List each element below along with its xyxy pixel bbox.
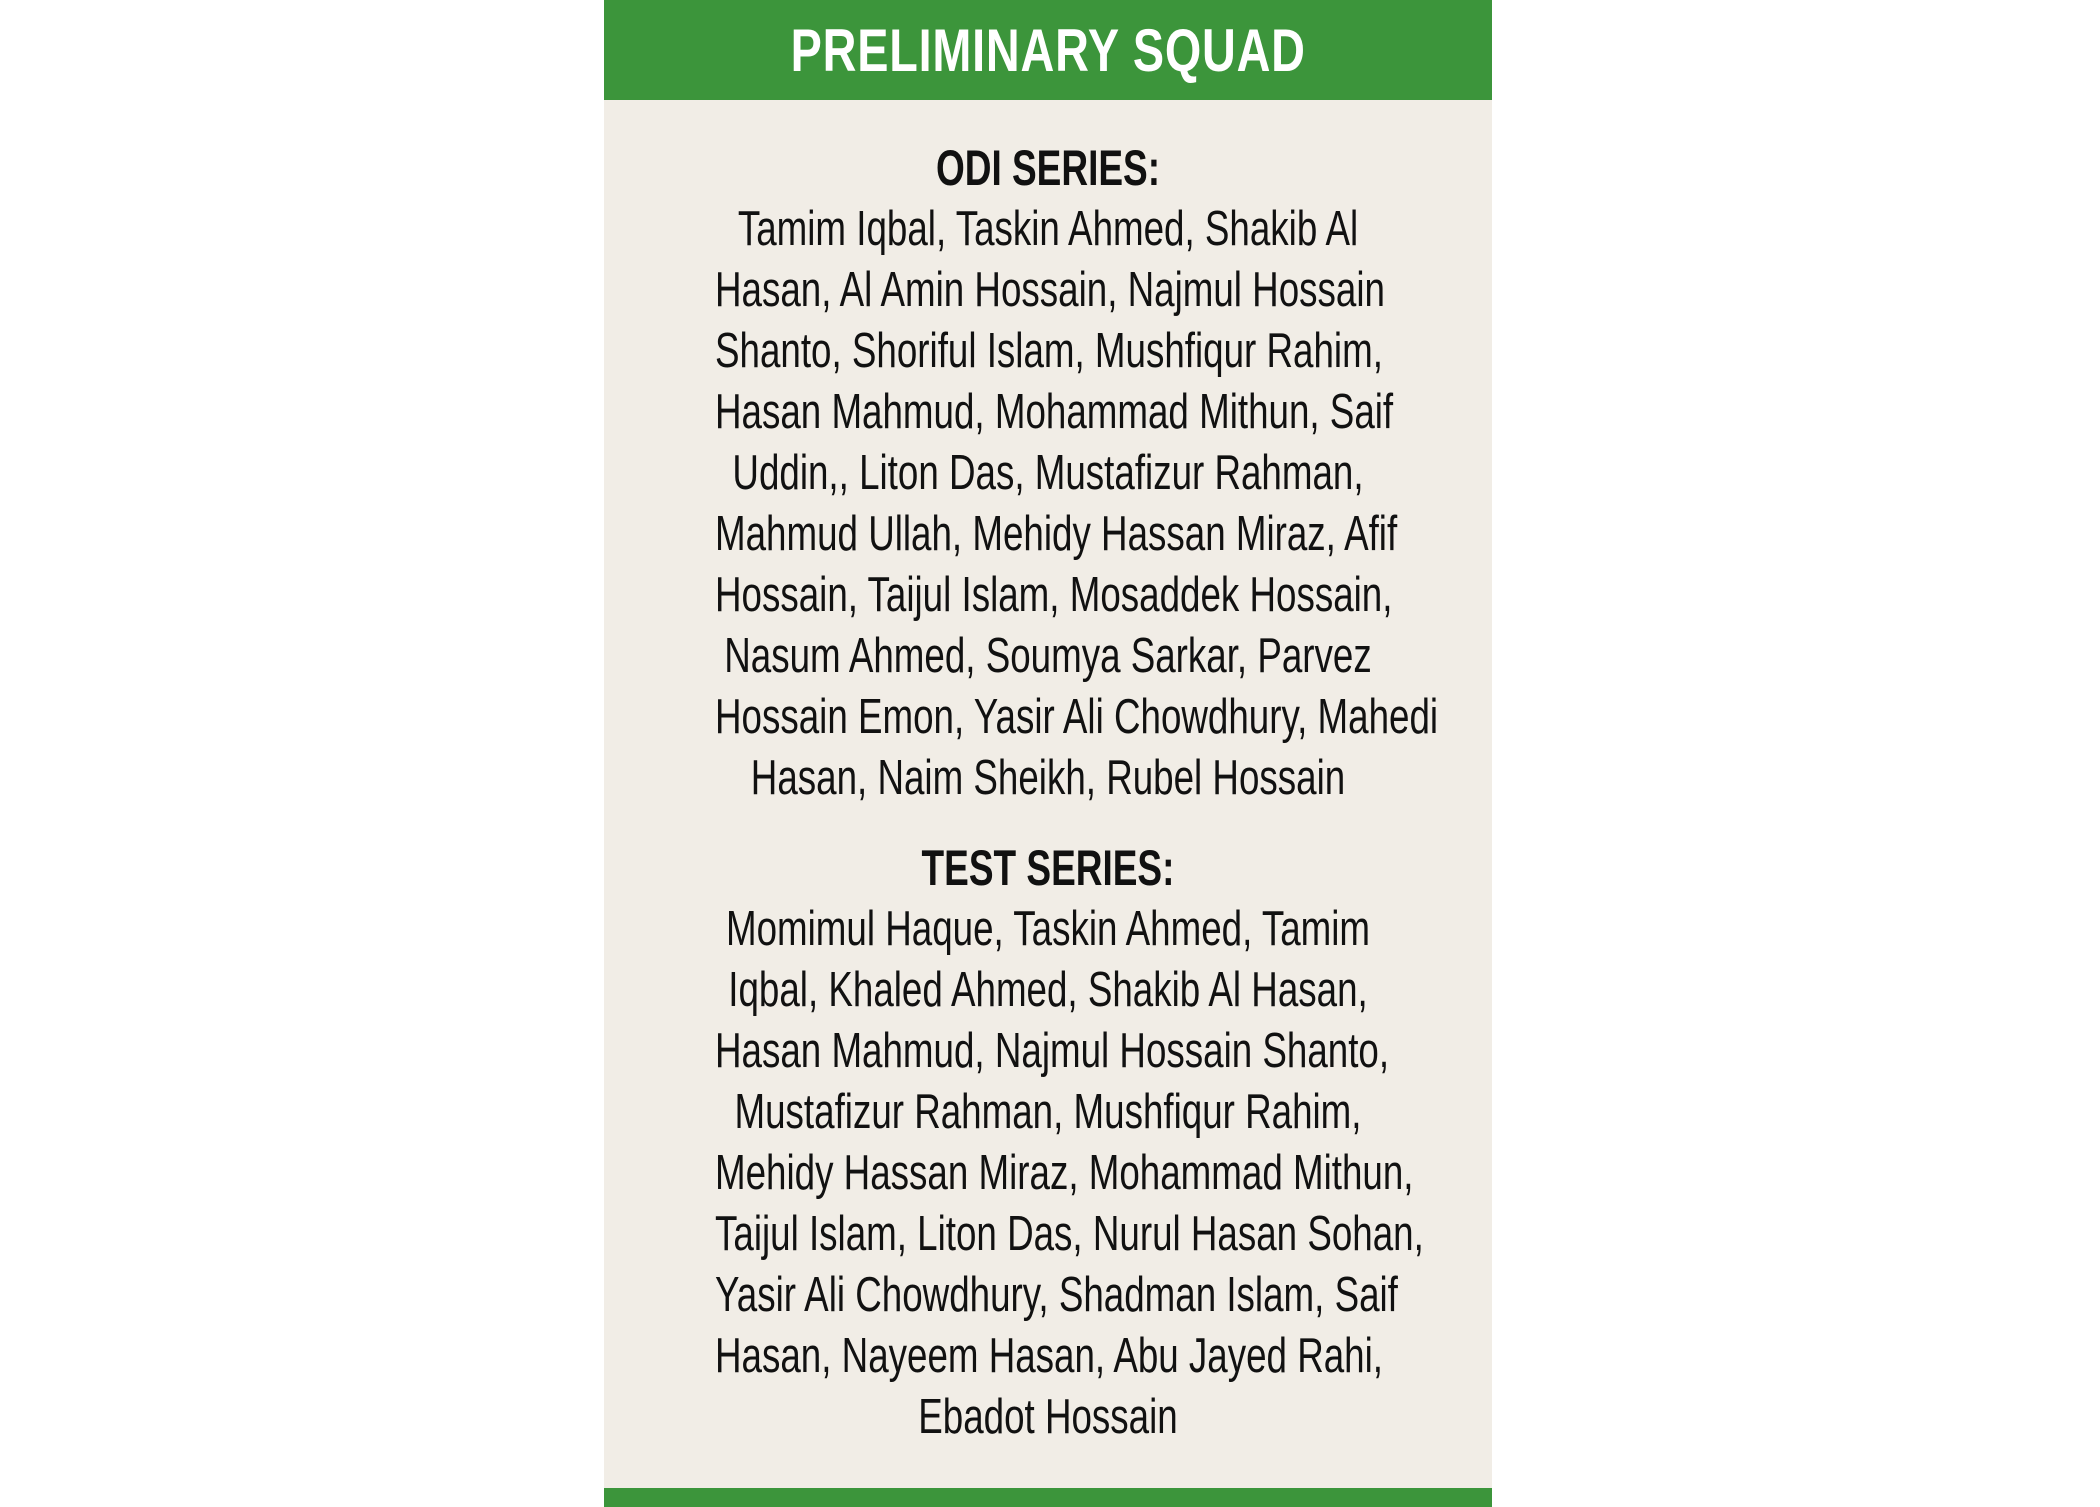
odi-squad-line: Hasan, Al Amin Hossain, Najmul Hossain [715,263,1385,317]
odi-squad-line: Nasum Ahmed, Soumya Sarkar, Parvez [724,629,1372,683]
test-squad-line: Taijul Islam, Liton Das, Nurul Hasan Sohan, [715,1207,1424,1261]
test-squad-line: Ebadot Hossain [918,1390,1178,1444]
test-squad-line: Mehidy Hassan Miraz, Mohammad Mithun, [715,1146,1414,1200]
test-series-section [604,838,1492,1448]
test-squad-line: Yasir Ali Chowdhury, Shadman Islam, Saif [715,1268,1398,1322]
odi-series-heading: ODI SERIES: [935,140,1161,196]
odi-squad-line: Uddin,, Liton Das, Mustafizur Rahman, [732,446,1364,500]
odi-series-section [604,138,1492,809]
footer-accent-bar [604,1488,1492,1507]
test-series-heading: TEST SERIES: [921,840,1175,896]
squad-card [604,0,1492,1507]
odi-squad-line: Hasan Mahmud, Mohammad Mithun, Saif [715,385,1394,439]
odi-squad-line: Mahmud Ullah, Mehidy Hassan Miraz, Afif [715,507,1398,561]
card-header [604,0,1492,100]
test-squad-line: Mustafizur Rahman, Mushfiqur Rahim, [734,1085,1362,1139]
odi-squad-line: Shanto, Shoriful Islam, Mushfiqur Rahim, [715,324,1383,378]
test-squad-line: Hasan Mahmud, Najmul Hossain Shanto, [715,1024,1390,1078]
odi-squad-line: Hossain Emon, Yasir Ali Chowdhury, Mahedi [715,690,1439,744]
test-squad-line: Hasan, Nayeem Hasan, Abu Jayed Rahi, [715,1329,1384,1383]
test-squad-line: Momimul Haque, Taskin Ahmed, Tamim [725,902,1371,956]
odi-squad-line: Tamim Iqbal, Taskin Ahmed, Shakib Al [737,202,1359,256]
card-title: PRELIMINARY SQUAD [790,16,1306,84]
odi-squad-line: Hossain, Taijul Islam, Mosaddek Hossain, [715,568,1393,622]
test-squad-line: Iqbal, Khaled Ahmed, Shakib Al Hasan, [728,963,1368,1017]
odi-squad-line: Hasan, Naim Sheikh, Rubel Hossain [750,751,1346,805]
